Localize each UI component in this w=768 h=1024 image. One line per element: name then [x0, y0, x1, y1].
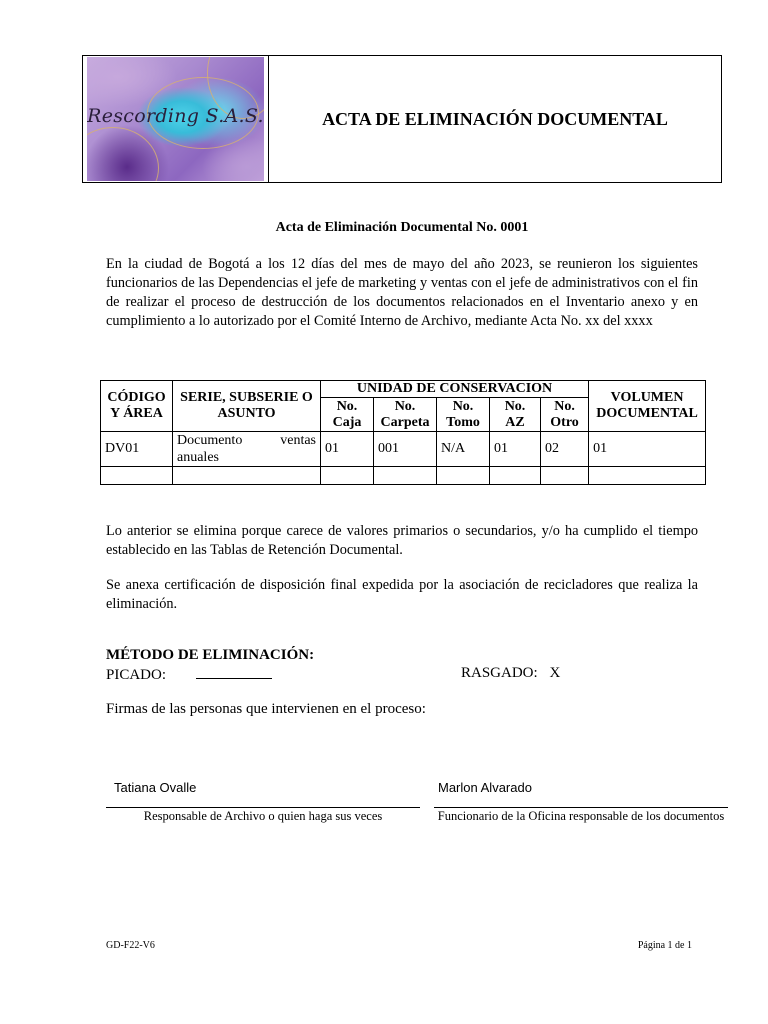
table-header-row [101, 381, 706, 398]
header-tomo: No. Tomo [437, 398, 490, 432]
document-title: ACTA DE ELIMINACIÓN DOCUMENTAL [322, 108, 668, 129]
signature-left-line [106, 807, 420, 808]
header-carpeta: No. Carpeta [374, 398, 437, 432]
document-header [82, 55, 722, 183]
cell-serie-line2: anuales [177, 450, 219, 465]
rasgado-label: RASGADO: [461, 665, 538, 681]
logo-text: Rescording S.A.S. [87, 105, 264, 127]
header-caja: No. Caja [321, 398, 374, 432]
header-unidad: UNIDAD DE CONSERVACION [321, 381, 589, 398]
method-title: MÉTODO DE ELIMINACIÓN: [106, 647, 315, 663]
header-codigo: CÓDIGO Y ÁREA [101, 381, 173, 432]
company-logo [87, 57, 264, 181]
intro-paragraph: En la ciudad de Bogotá a los 12 días del mes de mayo del año 2023, se reunieron los siguientes funcionarios de las Dependencias el jefe de marketing y ventas con el jefe de administrativos con el fin de realizar el proceso de destrucción de los documentos relacionados en el Inventario anexo y en cumplimiento a lo autorizado por el Comité Interno de Archivo, mediante Acta No. xx del xxxx [106, 256, 698, 329]
rasgado-mark: X [549, 665, 561, 681]
cell-codigo: DV01 [101, 432, 173, 467]
inventory-table [100, 380, 706, 485]
cell-otro: 02 [541, 432, 589, 467]
cell-caja: 01 [321, 432, 374, 467]
signature-left-role: Responsable de Archivo o quien haga sus veces [143, 809, 383, 823]
cell-az: 01 [490, 432, 541, 467]
header-az: No. AZ [490, 398, 541, 432]
signature-right-role: Funcionario de la Oficina responsable de los documentos [437, 809, 725, 823]
picado-label: PICADO: [106, 667, 167, 683]
cell-serie-line1: Documento ventas [177, 433, 316, 448]
cell-serie [173, 432, 321, 467]
page-number: Página 1 de 1 [637, 940, 692, 951]
signature-right-line [434, 807, 728, 808]
signature-left-name: Tatiana Ovalle [114, 780, 197, 795]
reason-paragraph: Lo anterior se elimina porque carece de valores primarios o secundarios, y/o ha cumplido el tiempo establecido en las Tablas de Retención Documental. [106, 523, 698, 558]
annex-paragraph: Se anexa certificación de disposición final expedida por la asociación de recicladores que realiza la eliminación. [106, 577, 698, 612]
table-row-empty [101, 467, 706, 485]
cell-carpeta: 001 [374, 432, 437, 467]
table-row [101, 432, 706, 467]
picado-option [106, 665, 272, 684]
header-serie: SERIE, SUBSERIE O ASUNTO [173, 381, 321, 432]
header-volumen: VOLUMEN DOCUMENTAL [589, 381, 706, 432]
rasgado-option [461, 665, 560, 682]
document-code: GD-F22-V6 [106, 940, 155, 951]
header-otro: No. Otro [541, 398, 589, 432]
picado-blank [196, 665, 272, 679]
logo-cell [83, 56, 269, 182]
cell-tomo: N/A [437, 432, 490, 467]
signature-right-name: Marlon Alvarado [438, 780, 532, 795]
signatures-intro: Firmas de las personas que intervienen en el proceso: [106, 701, 426, 717]
cell-volumen: 01 [589, 432, 706, 467]
act-number-title: Acta de Eliminación Documental No. 0001 [275, 220, 529, 235]
